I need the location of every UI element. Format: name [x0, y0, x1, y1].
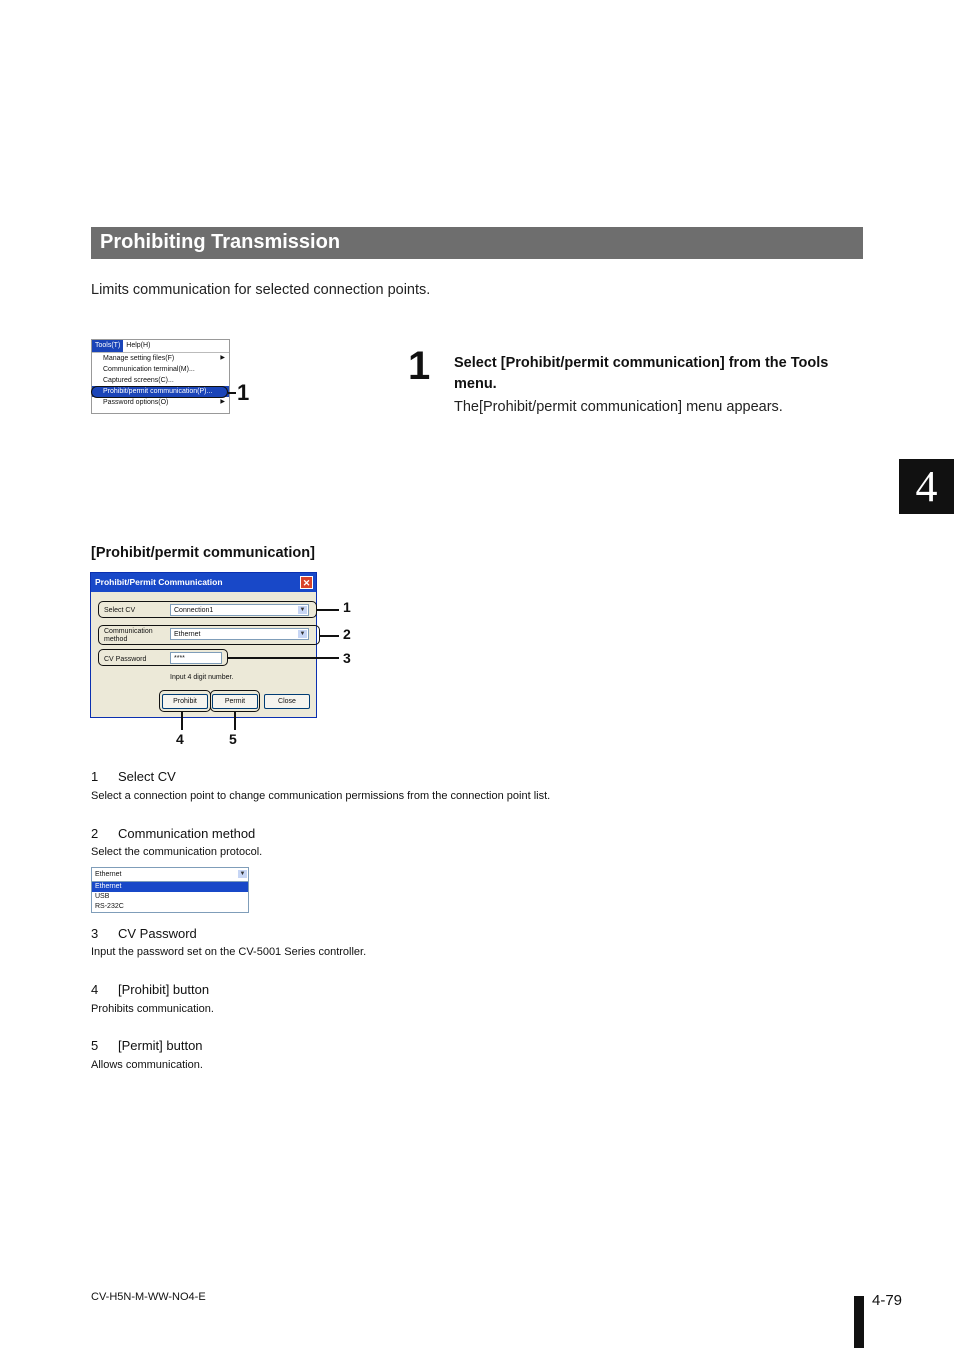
menu-item-label: Prohibit/permit communication(P)... — [103, 388, 213, 395]
submenu-arrow-icon: ▶ — [220, 355, 225, 361]
item-title-cv-password — [91, 926, 197, 941]
callout-number: 3 — [343, 650, 351, 666]
item-desc-cv-password: Input the password set on the CV-5001 Series controller. — [91, 946, 367, 958]
menu-item-label: Manage setting files(F) — [103, 355, 175, 362]
select-cv-value: Connection1 — [174, 607, 214, 614]
item-title: [Permit] button — [118, 1038, 203, 1053]
item-number: 4 — [91, 982, 99, 997]
menu-item-communication-terminal[interactable] — [92, 364, 229, 375]
chevron-down-icon[interactable]: ▼ — [299, 607, 306, 613]
prohibit-button[interactable]: Prohibit — [162, 694, 208, 709]
cv-password-label: CV Password — [104, 656, 147, 663]
menu-callout-ring — [91, 386, 228, 398]
menu-callout-number: 1 — [237, 380, 250, 405]
menu-tools[interactable]: Tools(T) — [92, 340, 123, 352]
section-title: Prohibiting Transmission — [91, 227, 863, 259]
callout-line — [228, 657, 339, 659]
step-title: Select [Prohibit/permit communication] from the Tools menu. — [454, 355, 829, 392]
callout-line — [234, 712, 236, 730]
menu-bar — [92, 340, 229, 353]
item-title-prohibit — [91, 982, 209, 997]
callout-number: 2 — [343, 626, 351, 642]
item-title-comm-method — [91, 826, 255, 841]
menu-item-captured-screens[interactable] — [92, 375, 229, 386]
callout-line — [317, 609, 339, 611]
menu-item-label: Captured screens(C)... — [103, 377, 174, 384]
menu-item-manage-setting-files[interactable] — [92, 353, 229, 364]
intro-text: Limits communication for selected connection points. — [91, 282, 431, 298]
sub-heading: [Prohibit/permit communication] — [91, 545, 315, 561]
item-title-permit — [91, 1038, 203, 1053]
footer-code: CV-H5N-M-WW-NO4-E — [91, 1291, 206, 1303]
item-title: Select CV — [118, 769, 176, 784]
item-desc-prohibit: Prohibits communication. — [91, 1003, 214, 1015]
protocol-option-ethernet[interactable]: Ethernet — [92, 882, 248, 892]
dialog-title-bar — [91, 573, 316, 592]
tools-menu-screenshot — [91, 339, 230, 414]
callout-ring-permit — [210, 690, 260, 712]
page-marker-bar — [854, 1296, 864, 1348]
cv-password-input[interactable]: **** — [170, 652, 222, 664]
comm-method-value: Ethernet — [174, 631, 201, 638]
item-title-select-cv — [91, 769, 176, 784]
callout-number: 4 — [176, 731, 184, 747]
callout-ring-prohibit — [159, 690, 211, 712]
page-number: 4-79 — [872, 1292, 903, 1309]
select-cv-label: Select CV — [104, 607, 136, 614]
dialog-title: Prohibit/Permit Communication — [95, 577, 223, 587]
chapter-tab: 4 — [899, 459, 954, 514]
item-number: 2 — [91, 826, 99, 841]
comm-method-label-line1: Communication — [104, 628, 153, 635]
submenu-arrow-icon: ▶ — [220, 399, 225, 405]
chevron-down-icon[interactable]: ▼ — [299, 631, 306, 637]
step-description: The[Prohibit/permit communication] menu appears. — [454, 399, 783, 415]
close-button[interactable]: Close — [264, 694, 310, 709]
item-number: 1 — [91, 769, 99, 784]
close-icon[interactable]: ✕ — [300, 576, 313, 589]
item-desc-comm-method: Select the communication protocol. — [91, 846, 263, 858]
item-title: CV Password — [118, 926, 197, 941]
item-number: 5 — [91, 1038, 99, 1053]
menu-item-label: Password options(O) — [103, 399, 169, 406]
menu-item-password-options[interactable] — [92, 397, 229, 408]
comm-method-label-line2: method — [104, 636, 128, 643]
callout-ring-comm-method — [98, 625, 320, 645]
chevron-down-icon[interactable]: ▼ — [239, 871, 246, 877]
permit-button[interactable]: Permit — [212, 694, 258, 709]
item-title: Communication method — [118, 826, 256, 841]
protocol-option-rs232c[interactable]: RS-232C — [95, 903, 124, 910]
protocol-selected[interactable] — [92, 868, 248, 882]
callout-number: 5 — [229, 731, 237, 747]
item-number: 3 — [91, 926, 99, 941]
callout-line — [228, 392, 236, 394]
item-desc-select-cv: Select a connection point to change communication permissions from the connection point list. — [91, 790, 551, 802]
menu-help[interactable]: Help(H) — [126, 342, 151, 349]
callout-number: 1 — [343, 599, 351, 615]
password-hint: Input 4 digit number. — [170, 674, 234, 681]
protocol-option-usb[interactable]: USB — [95, 893, 110, 900]
item-title: [Prohibit] button — [118, 982, 210, 997]
callout-ring-select-cv — [98, 601, 317, 618]
menu-item-label: Communication terminal(M)... — [103, 366, 195, 373]
item-desc-permit: Allows communication. — [91, 1059, 203, 1071]
protocol-dropdown[interactable] — [91, 867, 249, 913]
callout-line — [181, 712, 183, 730]
callout-ring-password — [98, 649, 228, 666]
callout-line — [320, 635, 339, 637]
step-number: 1 — [408, 344, 431, 388]
protocol-selected-value: Ethernet — [95, 871, 122, 878]
